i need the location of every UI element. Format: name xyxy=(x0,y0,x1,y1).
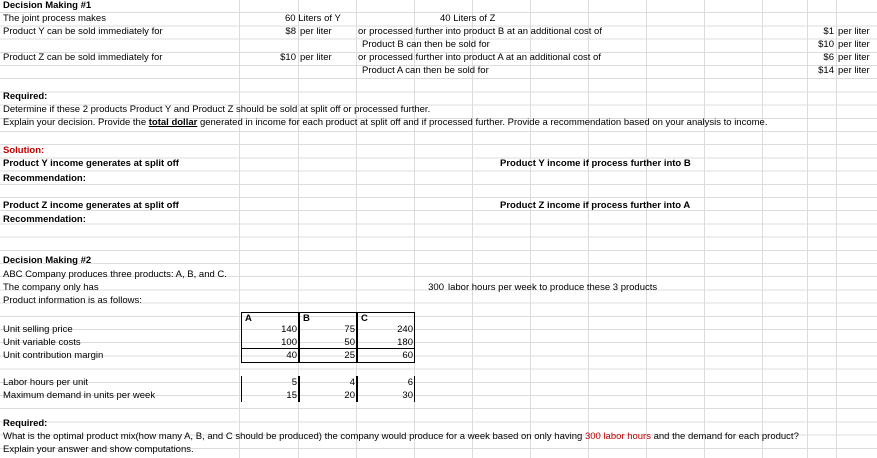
y-further-label: Product Y income if process further into B xyxy=(500,158,691,169)
dm1-z-unit: per liter xyxy=(300,52,332,63)
dm1-a-sold: Product A can then be sold for xyxy=(362,65,489,76)
dm1-z-qty: 40 Liters of Z xyxy=(440,13,496,24)
variable-c: 180 xyxy=(397,337,413,348)
dm1-z-further: or processed further into product A at an additional cost of xyxy=(358,52,601,63)
demand-c: 30 xyxy=(402,390,413,401)
price-b: 75 xyxy=(344,324,355,335)
demand-b: 20 xyxy=(344,390,355,401)
dm2-required-line1-a: What is the optimal product mix(how many A, B, and C should be produced) the company would produce for a week based on only having xyxy=(3,431,585,442)
dm1-b-cost: $1 xyxy=(823,26,834,37)
dm1-a-cost-unit: per liter xyxy=(838,52,870,63)
y-split-off-label: Product Y income generates at split off xyxy=(3,158,179,169)
z-split-off-label: Product Z income generates at split off xyxy=(3,200,179,211)
z-further-label: Product Z income if process further into A xyxy=(500,200,691,211)
dm1-a-price-unit: per liter xyxy=(838,65,870,76)
dm1-y-label: Product Y can be sold immediately for xyxy=(3,26,163,37)
dm1-y-price: $8 xyxy=(285,26,296,37)
variable-a: 100 xyxy=(281,337,297,348)
price-c: 240 xyxy=(397,324,413,335)
row-label-variable: Unit variable costs xyxy=(3,337,81,348)
table-bottom-rule xyxy=(241,362,415,363)
dm1-required-line1: Determine if these 2 products Product Y and Product Z should be sold at split off or processed further. xyxy=(3,104,431,115)
demand-a: 15 xyxy=(286,390,297,401)
recommendation-2: Recommendation: xyxy=(3,214,86,225)
dm2-line3: Product information is as follows: xyxy=(3,295,142,306)
dm2-required-line1 xyxy=(3,431,799,443)
dm1-y-unit: per liter xyxy=(300,26,332,37)
dm1-required-label: Required: xyxy=(3,91,48,102)
hours-b: 4 xyxy=(349,377,355,388)
dm1-b-cost-unit: per liter xyxy=(838,26,870,37)
margin-b: 25 xyxy=(344,350,355,361)
variable-b: 50 xyxy=(344,337,355,348)
solution-label: Solution: xyxy=(3,145,45,156)
row-label-price: Unit selling price xyxy=(3,324,73,335)
dm1-required-total-dollar: total dollar xyxy=(148,117,198,128)
dm2-title: Decision Making #2 xyxy=(3,255,92,266)
dm2-line2: The company only has xyxy=(3,282,99,293)
row-label-demand: Maximum demand in units per week xyxy=(3,390,156,401)
dm1-b-sold: Product B can then be sold for xyxy=(362,39,490,50)
dm1-required-line2-b: generated in income for each product at split off and if processed further. Provide a recommendation based on your analysis to income. xyxy=(197,117,768,128)
dm2-hours-text: labor hours per week to produce these 3 products xyxy=(448,282,658,293)
dm2-required-line1-b: and the demand for each product? xyxy=(650,431,799,442)
dm2-hours: 300 xyxy=(428,282,444,293)
dm1-y-qty: 60 Liters of Y xyxy=(285,13,341,24)
dm2-line1: ABC Company produces three products: A, B, and C. xyxy=(3,269,227,280)
dm1-y-further: or processed further into product B at an additional cost of xyxy=(358,26,602,37)
dm1-a-price: $14 xyxy=(818,65,834,76)
dm2-required-hours-highlight: 300 labor hours xyxy=(584,431,651,442)
recommendation-1: Recommendation: xyxy=(3,173,86,184)
hours-a: 5 xyxy=(291,377,297,388)
hours-c: 6 xyxy=(407,377,413,388)
dm1-joint-label: The joint process makes xyxy=(3,13,106,24)
dm2-required-label: Required: xyxy=(3,418,48,429)
dm1-a-cost: $6 xyxy=(823,52,834,63)
price-a: 140 xyxy=(281,324,297,335)
dm1-title: Decision Making #1 xyxy=(3,0,92,11)
dm1-b-price-unit: per liter xyxy=(838,39,870,50)
dm1-z-label: Product Z can be sold immediately for xyxy=(3,52,163,63)
row-label-margin: Unit contribution margin xyxy=(3,350,104,361)
dm1-z-price: $10 xyxy=(280,52,296,63)
margin-c: 60 xyxy=(402,350,413,361)
margin-a: 40 xyxy=(286,350,297,361)
row-label-hours: Labor hours per unit xyxy=(3,377,89,388)
dm1-b-price: $10 xyxy=(818,39,834,50)
col-header-b: B xyxy=(299,312,357,323)
col-header-c: C xyxy=(357,312,415,323)
dm1-required-line2 xyxy=(3,117,767,129)
col-header-a: A xyxy=(241,312,299,323)
dm2-required-line2: Explain your answer and show computations. xyxy=(3,444,194,455)
dm1-required-line2-a: Explain your decision. Provide the xyxy=(3,117,149,128)
